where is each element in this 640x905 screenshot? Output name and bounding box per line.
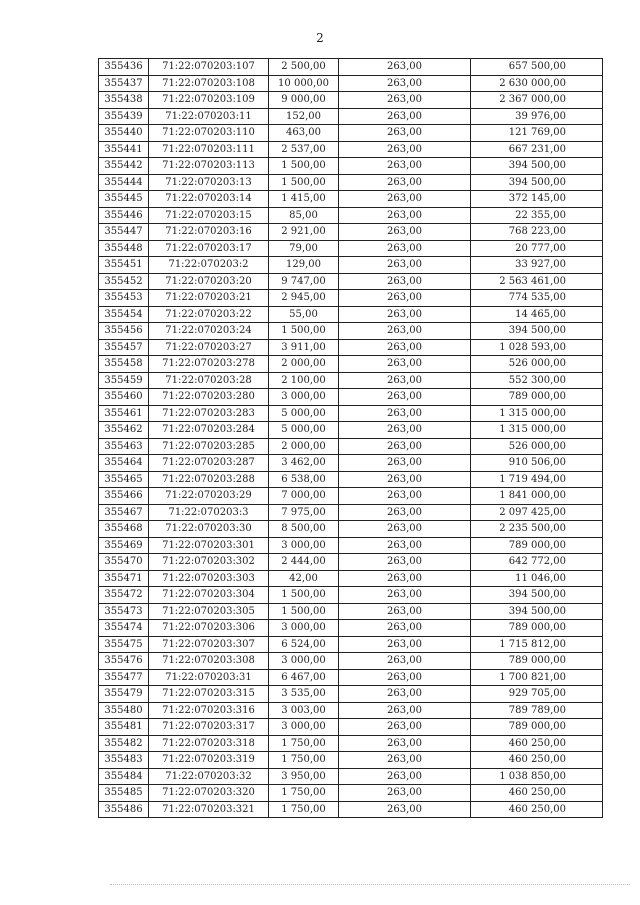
object-id-cell: 355469 — [99, 537, 149, 554]
amount-cell: 1 841 000,00 — [471, 488, 603, 505]
object-id-cell: 355445 — [99, 191, 149, 208]
table-row — [99, 620, 603, 637]
table-row — [99, 735, 603, 752]
rate-cell: 263,00 — [339, 554, 471, 571]
rate-cell: 263,00 — [339, 735, 471, 752]
rate-cell: 263,00 — [339, 537, 471, 554]
area-cell: 129,00 — [269, 257, 339, 274]
object-id-cell: 355436 — [99, 59, 149, 76]
rate-cell: 263,00 — [339, 207, 471, 224]
area-cell: 7 000,00 — [269, 488, 339, 505]
area-cell: 2 921,00 — [269, 224, 339, 241]
object-id-cell: 355439 — [99, 108, 149, 125]
area-cell: 2 000,00 — [269, 356, 339, 373]
area-cell: 3 000,00 — [269, 620, 339, 637]
area-cell: 3 462,00 — [269, 455, 339, 472]
table-row — [99, 339, 603, 356]
rate-cell: 263,00 — [339, 570, 471, 587]
area-cell: 6 524,00 — [269, 636, 339, 653]
cadastral-number-cell: 71:22:070203:307 — [149, 636, 269, 653]
area-cell: 3 003,00 — [269, 702, 339, 719]
cadastral-number-cell: 71:22:070203:30 — [149, 521, 269, 538]
table-row — [99, 488, 603, 505]
area-cell: 2 100,00 — [269, 372, 339, 389]
amount-cell: 20 777,00 — [471, 240, 603, 257]
amount-cell: 789 000,00 — [471, 620, 603, 637]
table-row — [99, 686, 603, 703]
table-row — [99, 389, 603, 406]
area-cell: 10 000,00 — [269, 75, 339, 92]
object-id-cell: 355474 — [99, 620, 149, 637]
rate-cell: 263,00 — [339, 389, 471, 406]
cadastral-number-cell: 71:22:070203:11 — [149, 108, 269, 125]
table-row — [99, 290, 603, 307]
area-cell: 9 000,00 — [269, 92, 339, 109]
object-id-cell: 355468 — [99, 521, 149, 538]
table-row — [99, 372, 603, 389]
cadastral-number-cell: 71:22:070203:287 — [149, 455, 269, 472]
cadastral-number-cell: 71:22:070203:283 — [149, 405, 269, 422]
rate-cell: 263,00 — [339, 471, 471, 488]
object-id-cell: 355480 — [99, 702, 149, 719]
table-row — [99, 323, 603, 340]
object-id-cell: 355446 — [99, 207, 149, 224]
cadastral-number-cell: 71:22:070203:21 — [149, 290, 269, 307]
table-row — [99, 158, 603, 175]
amount-cell: 460 250,00 — [471, 752, 603, 769]
table-row — [99, 422, 603, 439]
cadastral-number-cell: 71:22:070203:16 — [149, 224, 269, 241]
area-cell: 1 500,00 — [269, 323, 339, 340]
table-row — [99, 537, 603, 554]
table-body — [99, 59, 603, 818]
object-id-cell: 355462 — [99, 422, 149, 439]
area-cell: 1 500,00 — [269, 603, 339, 620]
amount-cell: 394 500,00 — [471, 603, 603, 620]
object-id-cell: 355437 — [99, 75, 149, 92]
object-id-cell: 355476 — [99, 653, 149, 670]
amount-cell: 789 000,00 — [471, 653, 603, 670]
object-id-cell: 355475 — [99, 636, 149, 653]
object-id-cell: 355464 — [99, 455, 149, 472]
cadastral-number-cell: 71:22:070203:17 — [149, 240, 269, 257]
cadastral-number-cell: 71:22:070203:304 — [149, 587, 269, 604]
area-cell: 2 444,00 — [269, 554, 339, 571]
amount-cell: 789 000,00 — [471, 719, 603, 736]
area-cell: 3 000,00 — [269, 719, 339, 736]
rate-cell: 263,00 — [339, 125, 471, 142]
amount-cell: 460 250,00 — [471, 785, 603, 802]
object-id-cell: 355486 — [99, 801, 149, 818]
cadastral-number-cell: 71:22:070203:20 — [149, 273, 269, 290]
area-cell: 1 500,00 — [269, 158, 339, 175]
cadastral-number-cell: 71:22:070203:2 — [149, 257, 269, 274]
object-id-cell: 355482 — [99, 735, 149, 752]
table-row — [99, 191, 603, 208]
table-row — [99, 75, 603, 92]
table-row — [99, 92, 603, 109]
area-cell: 9 747,00 — [269, 273, 339, 290]
rate-cell: 263,00 — [339, 240, 471, 257]
table-row — [99, 273, 603, 290]
cadastral-number-cell: 71:22:070203:301 — [149, 537, 269, 554]
object-id-cell: 355484 — [99, 768, 149, 785]
table-row — [99, 554, 603, 571]
area-cell: 2 000,00 — [269, 438, 339, 455]
table-row — [99, 174, 603, 191]
area-cell: 463,00 — [269, 125, 339, 142]
table-row — [99, 59, 603, 76]
cadastral-number-cell: 71:22:070203:3 — [149, 504, 269, 521]
rate-cell: 263,00 — [339, 59, 471, 76]
rate-cell: 263,00 — [339, 224, 471, 241]
area-cell: 2 537,00 — [269, 141, 339, 158]
area-cell: 3 000,00 — [269, 389, 339, 406]
table-row — [99, 719, 603, 736]
object-id-cell: 355444 — [99, 174, 149, 191]
object-id-cell: 355473 — [99, 603, 149, 620]
object-id-cell: 355457 — [99, 339, 149, 356]
rate-cell: 263,00 — [339, 356, 471, 373]
rate-cell: 263,00 — [339, 92, 471, 109]
area-cell: 7 975,00 — [269, 504, 339, 521]
rate-cell: 263,00 — [339, 257, 471, 274]
table-row — [99, 438, 603, 455]
cadastral-number-cell: 71:22:070203:318 — [149, 735, 269, 752]
amount-cell: 394 500,00 — [471, 323, 603, 340]
rate-cell: 263,00 — [339, 141, 471, 158]
object-id-cell: 355466 — [99, 488, 149, 505]
object-id-cell: 355448 — [99, 240, 149, 257]
amount-cell: 774 535,00 — [471, 290, 603, 307]
rate-cell: 263,00 — [339, 422, 471, 439]
area-cell: 1 750,00 — [269, 801, 339, 818]
cadastral-number-cell: 71:22:070203:285 — [149, 438, 269, 455]
table-row — [99, 669, 603, 686]
amount-cell: 789 000,00 — [471, 537, 603, 554]
rate-cell: 263,00 — [339, 290, 471, 307]
rate-cell: 263,00 — [339, 801, 471, 818]
object-id-cell: 355470 — [99, 554, 149, 571]
table-row — [99, 306, 603, 323]
amount-cell: 1 715 812,00 — [471, 636, 603, 653]
object-id-cell: 355477 — [99, 669, 149, 686]
rate-cell: 263,00 — [339, 108, 471, 125]
cadastral-number-cell: 71:22:070203:15 — [149, 207, 269, 224]
object-id-cell: 355453 — [99, 290, 149, 307]
cadastral-number-cell: 71:22:070203:280 — [149, 389, 269, 406]
cadastral-number-cell: 71:22:070203:319 — [149, 752, 269, 769]
object-id-cell: 355483 — [99, 752, 149, 769]
amount-cell: 789 000,00 — [471, 389, 603, 406]
amount-cell: 2 630 000,00 — [471, 75, 603, 92]
cadastral-number-cell: 71:22:070203:284 — [149, 422, 269, 439]
object-id-cell: 355461 — [99, 405, 149, 422]
amount-cell: 910 506,00 — [471, 455, 603, 472]
table-row — [99, 207, 603, 224]
table-row — [99, 702, 603, 719]
amount-cell: 394 500,00 — [471, 158, 603, 175]
amount-cell: 768 223,00 — [471, 224, 603, 241]
cadastral-number-cell: 71:22:070203:22 — [149, 306, 269, 323]
object-id-cell: 355441 — [99, 141, 149, 158]
area-cell: 79,00 — [269, 240, 339, 257]
amount-cell: 39 976,00 — [471, 108, 603, 125]
amount-cell: 1 700 821,00 — [471, 669, 603, 686]
table-row — [99, 455, 603, 472]
rate-cell: 263,00 — [339, 768, 471, 785]
rate-cell: 263,00 — [339, 174, 471, 191]
table-row — [99, 570, 603, 587]
rate-cell: 263,00 — [339, 603, 471, 620]
amount-cell: 2 367 000,00 — [471, 92, 603, 109]
rate-cell: 263,00 — [339, 702, 471, 719]
table-row — [99, 405, 603, 422]
amount-cell: 526 000,00 — [471, 438, 603, 455]
amount-cell: 394 500,00 — [471, 587, 603, 604]
rate-cell: 263,00 — [339, 587, 471, 604]
object-id-cell: 355459 — [99, 372, 149, 389]
rate-cell: 263,00 — [339, 488, 471, 505]
table-row — [99, 240, 603, 257]
cadastral-number-cell: 71:22:070203:32 — [149, 768, 269, 785]
cadastral-number-cell: 71:22:070203:302 — [149, 554, 269, 571]
rate-cell: 263,00 — [339, 521, 471, 538]
amount-cell: 22 355,00 — [471, 207, 603, 224]
object-id-cell: 355472 — [99, 587, 149, 604]
cadastral-number-cell: 71:22:070203:13 — [149, 174, 269, 191]
cadastral-number-cell: 71:22:070203:305 — [149, 603, 269, 620]
object-id-cell: 355454 — [99, 306, 149, 323]
table-row — [99, 801, 603, 818]
cadastral-number-cell: 71:22:070203:278 — [149, 356, 269, 373]
amount-cell: 552 300,00 — [471, 372, 603, 389]
cadastral-number-cell: 71:22:070203:24 — [149, 323, 269, 340]
object-id-cell: 355451 — [99, 257, 149, 274]
rate-cell: 263,00 — [339, 653, 471, 670]
object-id-cell: 355460 — [99, 389, 149, 406]
amount-cell: 789 789,00 — [471, 702, 603, 719]
amount-cell: 526 000,00 — [471, 356, 603, 373]
table-row — [99, 752, 603, 769]
area-cell: 55,00 — [269, 306, 339, 323]
amount-cell: 33 927,00 — [471, 257, 603, 274]
rate-cell: 263,00 — [339, 323, 471, 340]
object-id-cell: 355465 — [99, 471, 149, 488]
cadastral-number-cell: 71:22:070203:113 — [149, 158, 269, 175]
object-id-cell: 355440 — [99, 125, 149, 142]
cadastral-number-cell: 71:22:070203:288 — [149, 471, 269, 488]
rate-cell: 263,00 — [339, 669, 471, 686]
table-row — [99, 224, 603, 241]
table-row — [99, 587, 603, 604]
table-row — [99, 141, 603, 158]
cadastral-number-cell: 71:22:070203:316 — [149, 702, 269, 719]
area-cell: 1 750,00 — [269, 752, 339, 769]
table-row — [99, 471, 603, 488]
object-id-cell: 355456 — [99, 323, 149, 340]
amount-cell: 460 250,00 — [471, 735, 603, 752]
amount-cell: 1 315 000,00 — [471, 405, 603, 422]
table-row — [99, 108, 603, 125]
scan-footer-marks — [110, 884, 630, 889]
amount-cell: 121 769,00 — [471, 125, 603, 142]
area-cell: 5 000,00 — [269, 422, 339, 439]
cadastral-number-cell: 71:22:070203:321 — [149, 801, 269, 818]
cadastral-number-cell: 71:22:070203:111 — [149, 141, 269, 158]
table-row — [99, 257, 603, 274]
amount-cell: 1 028 593,00 — [471, 339, 603, 356]
object-id-cell: 355481 — [99, 719, 149, 736]
object-id-cell: 355471 — [99, 570, 149, 587]
amount-cell: 642 772,00 — [471, 554, 603, 571]
cadastral-number-cell: 71:22:070203:110 — [149, 125, 269, 142]
cadastral-number-cell: 71:22:070203:320 — [149, 785, 269, 802]
table-row — [99, 653, 603, 670]
amount-cell: 2 235 500,00 — [471, 521, 603, 538]
amount-cell: 1 315 000,00 — [471, 422, 603, 439]
land-value-table — [98, 58, 603, 818]
area-cell: 1 750,00 — [269, 785, 339, 802]
amount-cell: 657 500,00 — [471, 59, 603, 76]
amount-cell: 394 500,00 — [471, 174, 603, 191]
object-id-cell: 355485 — [99, 785, 149, 802]
table-row — [99, 785, 603, 802]
rate-cell: 263,00 — [339, 438, 471, 455]
rate-cell: 263,00 — [339, 785, 471, 802]
area-cell: 1 500,00 — [269, 587, 339, 604]
object-id-cell: 355458 — [99, 356, 149, 373]
table-row — [99, 504, 603, 521]
amount-cell: 1 038 850,00 — [471, 768, 603, 785]
area-cell: 2 500,00 — [269, 59, 339, 76]
table-row — [99, 356, 603, 373]
area-cell: 8 500,00 — [269, 521, 339, 538]
cadastral-number-cell: 71:22:070203:317 — [149, 719, 269, 736]
cadastral-number-cell: 71:22:070203:31 — [149, 669, 269, 686]
cadastral-number-cell: 71:22:070203:315 — [149, 686, 269, 703]
rate-cell: 263,00 — [339, 719, 471, 736]
area-cell: 2 945,00 — [269, 290, 339, 307]
cadastral-number-cell: 71:22:070203:28 — [149, 372, 269, 389]
rate-cell: 263,00 — [339, 372, 471, 389]
page-number: 2 — [316, 31, 324, 45]
area-cell: 6 538,00 — [269, 471, 339, 488]
area-cell: 42,00 — [269, 570, 339, 587]
amount-cell: 1 719 494,00 — [471, 471, 603, 488]
rate-cell: 263,00 — [339, 273, 471, 290]
area-cell: 152,00 — [269, 108, 339, 125]
area-cell: 3 000,00 — [269, 537, 339, 554]
cadastral-number-cell: 71:22:070203:306 — [149, 620, 269, 637]
rate-cell: 263,00 — [339, 405, 471, 422]
area-cell: 3 000,00 — [269, 653, 339, 670]
object-id-cell: 355442 — [99, 158, 149, 175]
cadastral-number-cell: 71:22:070203:27 — [149, 339, 269, 356]
rate-cell: 263,00 — [339, 636, 471, 653]
rate-cell: 263,00 — [339, 686, 471, 703]
object-id-cell: 355438 — [99, 92, 149, 109]
amount-cell: 929 705,00 — [471, 686, 603, 703]
object-id-cell: 355463 — [99, 438, 149, 455]
rate-cell: 263,00 — [339, 620, 471, 637]
amount-cell: 2 097 425,00 — [471, 504, 603, 521]
amount-cell: 11 046,00 — [471, 570, 603, 587]
rate-cell: 263,00 — [339, 191, 471, 208]
table-row — [99, 768, 603, 785]
object-id-cell: 355467 — [99, 504, 149, 521]
amount-cell: 14 465,00 — [471, 306, 603, 323]
cadastral-number-cell: 71:22:070203:303 — [149, 570, 269, 587]
table-row — [99, 521, 603, 538]
rate-cell: 263,00 — [339, 752, 471, 769]
amount-cell: 460 250,00 — [471, 801, 603, 818]
table-row — [99, 125, 603, 142]
rate-cell: 263,00 — [339, 339, 471, 356]
object-id-cell: 355452 — [99, 273, 149, 290]
rate-cell: 263,00 — [339, 455, 471, 472]
cadastral-number-cell: 71:22:070203:107 — [149, 59, 269, 76]
cadastral-number-cell: 71:22:070203:109 — [149, 92, 269, 109]
table-row — [99, 636, 603, 653]
cadastral-number-cell: 71:22:070203:308 — [149, 653, 269, 670]
area-cell: 3 535,00 — [269, 686, 339, 703]
cadastral-number-cell: 71:22:070203:14 — [149, 191, 269, 208]
cadastral-number-cell: 71:22:070203:29 — [149, 488, 269, 505]
amount-cell: 372 145,00 — [471, 191, 603, 208]
table-row — [99, 603, 603, 620]
area-cell: 6 467,00 — [269, 669, 339, 686]
rate-cell: 263,00 — [339, 306, 471, 323]
area-cell: 1 500,00 — [269, 174, 339, 191]
area-cell: 3 950,00 — [269, 768, 339, 785]
object-id-cell: 355447 — [99, 224, 149, 241]
area-cell: 85,00 — [269, 207, 339, 224]
cadastral-number-cell: 71:22:070203:108 — [149, 75, 269, 92]
area-cell: 1 750,00 — [269, 735, 339, 752]
amount-cell: 2 563 461,00 — [471, 273, 603, 290]
rate-cell: 263,00 — [339, 504, 471, 521]
area-cell: 3 911,00 — [269, 339, 339, 356]
object-id-cell: 355479 — [99, 686, 149, 703]
amount-cell: 667 231,00 — [471, 141, 603, 158]
rate-cell: 263,00 — [339, 158, 471, 175]
area-cell: 1 415,00 — [269, 191, 339, 208]
area-cell: 5 000,00 — [269, 405, 339, 422]
rate-cell: 263,00 — [339, 75, 471, 92]
